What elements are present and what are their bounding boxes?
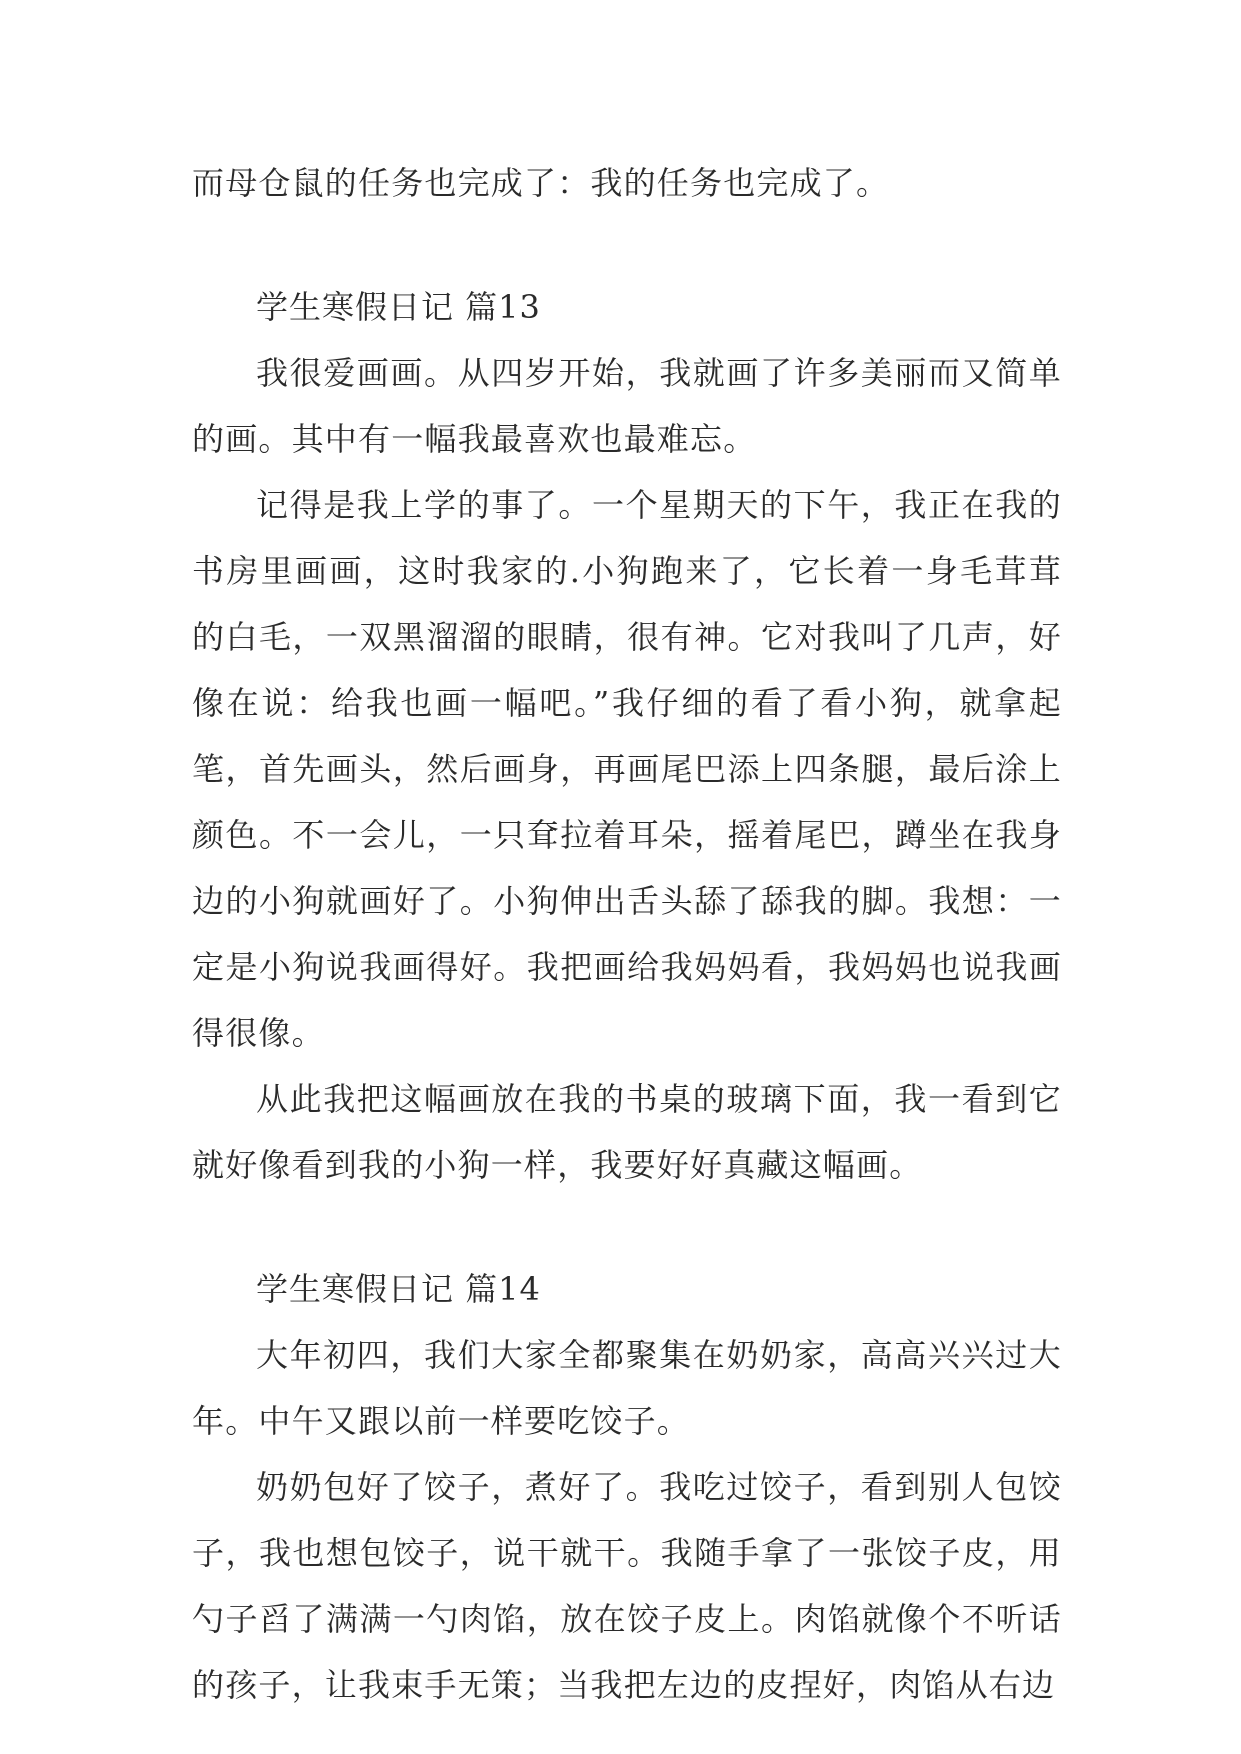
entry-14-paragraph-1: 大年初四，我们大家全都聚集在奶奶家，高高兴兴过大年。中午又跟以前一样要吃饺子。 [192, 1336, 1062, 1440]
entry-14-title: 学生寒假日记 篇14 [256, 1270, 541, 1308]
entry-13-paragraph-2: 记得是我上学的事了。一个星期天的下午，我正在我的书房里画画，这时我家的.小狗跑来了，它长着一身毛茸茸的白毛，一双黑溜溜的眼睛，很有神。它对我叫了几声，好像在说：给我也画一幅吧。”我仔细的看了看小狗，就拿起笔，首先画头，然后画身，再画尾巴添上四条腿，最后涂上颜色。不一会儿，一只耷拉着耳朵，摇着尾巴，蹲坐在我身边的小狗就画好了。小狗伸出舌头舔了舔我的脚。我想：一定是小狗说我画得好。我把画给我妈妈看，我妈妈也说我画得很像。 [192, 486, 1062, 1052]
entry-13-paragraph-3: 从此我把这幅画放在我的书桌的玻璃下面，我一看到它就好像看到我的小狗一样，我要好好真藏这幅画。 [192, 1080, 1062, 1184]
section-gap [192, 216, 1062, 274]
entry-13-title: 学生寒假日记 篇13 [256, 288, 541, 326]
entry-13-paragraph-1: 我很爱画画。从四岁开始，我就画了许多美丽而又简单的画。其中有一幅我最喜欢也最难忘。 [192, 354, 1062, 458]
document-body [192, 150, 1062, 1718]
section-gap [192, 1198, 1062, 1256]
entry-14-paragraph-2: 奶奶包好了饺子，煮好了。我吃过饺子，看到别人包饺子，我也想包饺子，说干就干。我随手拿了一张饺子皮，用勺子舀了满满一勺肉馅，放在饺子皮上。肉馅就像个不听话的孩子，让我束手无策；当我把左边的皮捏好，肉馅从右边 [192, 1468, 1062, 1704]
continuation-paragraph: 而母仓鼠的任务也完成了：我的任务也完成了。 [192, 164, 890, 202]
